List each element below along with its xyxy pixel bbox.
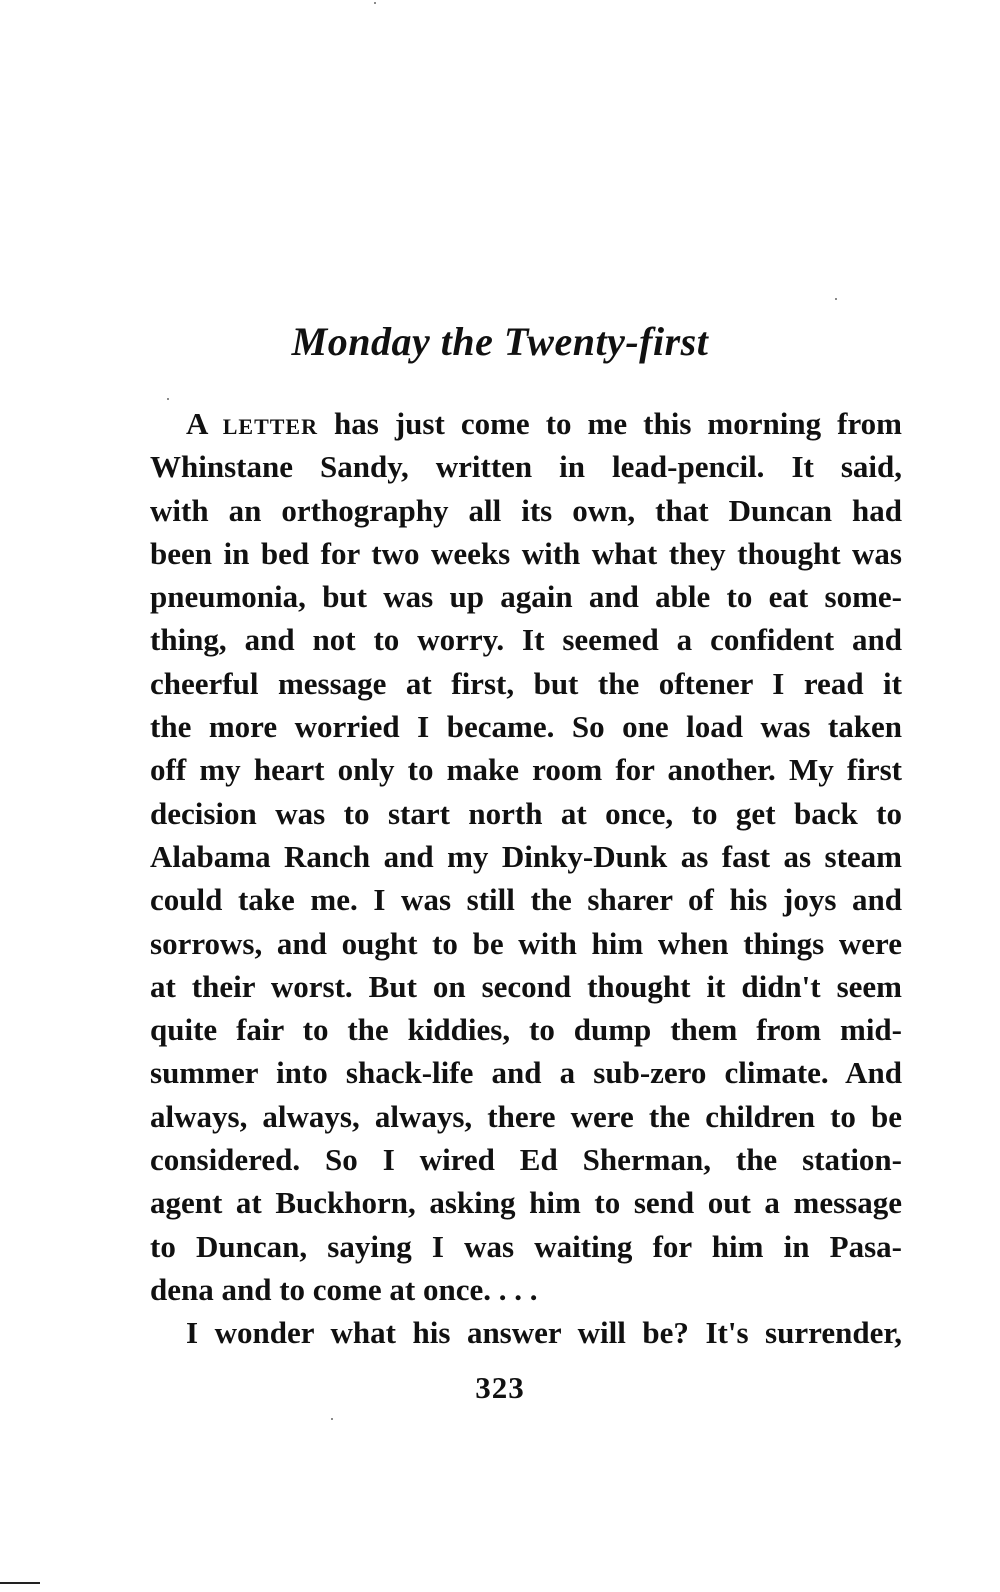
text-line-6: thing, and not to worry. It seemed a confident and [150,622,902,658]
scan-speck [374,2,376,4]
text-line-22: I wonder what his answer will be? It's surrender, [186,1315,902,1351]
body-text [150,404,902,1357]
text-line-5: pneumonia, but was up again and able to eat some- [150,579,902,615]
scan-edge-rule [0,1582,40,1584]
text-line-4: been in bed for two weeks with what they thought was [150,535,902,571]
drop-word: A [186,406,223,441]
small-caps-word: letter [222,406,318,441]
text-line-18: considered. So I wired Ed Sherman, the station- [150,1142,902,1178]
text-line-7: cheerful message at first, but the oftener I read it [150,665,902,701]
text-line-9: off my heart only to make room for another. My first [150,752,902,788]
page-number: 323 [475,1370,525,1405]
text-line-1 [150,404,902,447]
text-line-12: could take me. I was still the sharer of his joys and [150,882,902,918]
text-line-13: sorrows, and ought to be with him when things were [150,925,902,961]
text-line-3: with an orthography all its own, that Duncan had [150,492,902,528]
scan-speck [331,1418,333,1420]
scan-speck [835,298,837,300]
text-line-14: at their worst. But on second thought it didn't seem [150,968,902,1004]
chapter-heading: Monday the Twenty-first [291,319,709,364]
text-line-19: agent at Buckhorn, asking him to send out a message [150,1185,902,1221]
line-rest: has just come to me this morning from [317,406,902,441]
text-line-11: Alabama Ranch and my Dinky-Dunk as fast as steam [150,838,902,874]
text-line-15: quite fair to the kiddies, to dump them from mid- [150,1012,902,1048]
text-line-8: the more worried I became. So one load was taken [150,709,902,745]
text-line-21: dena and to come at once. . . . [150,1271,538,1307]
text-line-16: summer into shack-life and a sub-zero climate. And [150,1055,902,1091]
text-line-17: always, always, always, there were the children to be [150,1098,902,1134]
scan-speck [167,398,169,400]
text-line-20: to Duncan, saying I was waiting for him in Pasa- [150,1228,902,1264]
text-line-2: Whinstane Sandy, written in lead-pencil. It said, [150,449,902,485]
text-line-10: decision was to start north at once, to get back to [150,795,902,831]
